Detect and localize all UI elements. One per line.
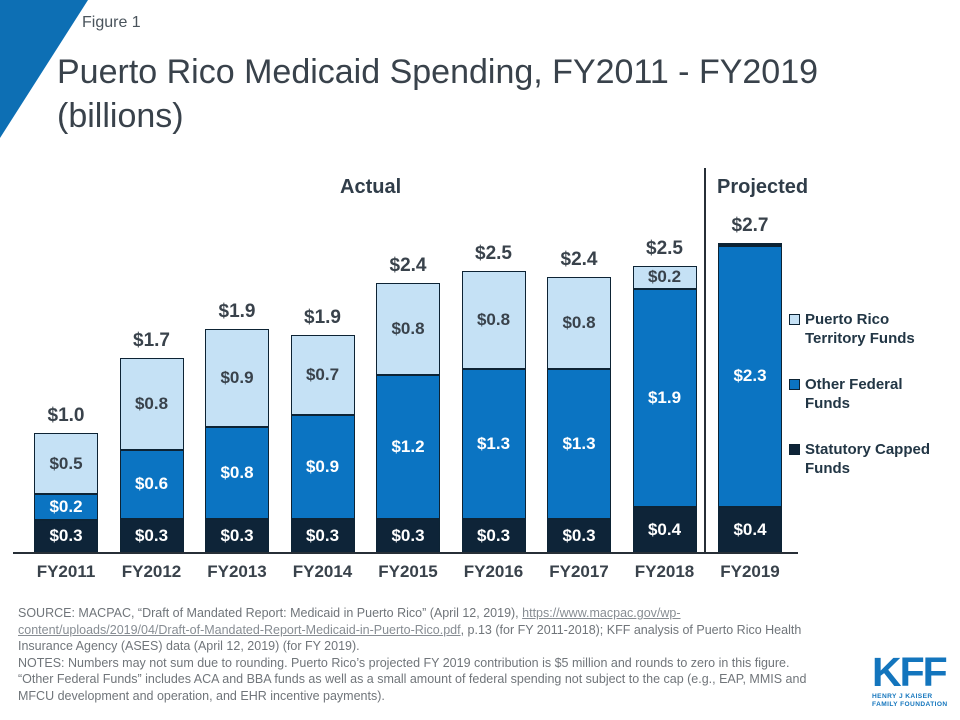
segment-capped-fy2016: $0.3 bbox=[462, 519, 526, 554]
segment-other-fy2013: $0.8 bbox=[205, 427, 269, 519]
segment-capped-fy2017: $0.3 bbox=[547, 519, 611, 554]
segment-territory-fy2018: $0.2 bbox=[633, 266, 697, 289]
segment-capped-fy2011: $0.3 bbox=[34, 520, 98, 553]
legend-label-other: Other Federal Funds bbox=[805, 376, 903, 412]
legend-label-capped: Statutory Capped Funds bbox=[805, 441, 931, 477]
source-link[interactable]: https://www.macpac.gov/wp- bbox=[522, 606, 681, 620]
bar-fy2017 bbox=[547, 277, 611, 553]
segment-other-fy2019: $2.3 bbox=[718, 243, 782, 508]
total-label-fy2013: $1.9 bbox=[218, 300, 256, 322]
total-label-fy2014: $1.9 bbox=[304, 306, 341, 328]
total-label-fy2018: $2.5 bbox=[646, 237, 683, 259]
x-axis-label-fy2013: FY2013 bbox=[207, 562, 267, 581]
total-label-fy2017: $2.4 bbox=[560, 249, 598, 270]
figure-label: Figure 1 bbox=[82, 14, 141, 31]
bar-fy2014 bbox=[291, 335, 355, 554]
segment-capped-fy2014: $0.3 bbox=[291, 519, 355, 554]
kff-logo-subtext bbox=[872, 693, 948, 709]
x-axis-label-fy2019: FY2019 bbox=[720, 562, 780, 581]
footer-text: , p.13 (for FY 2011-2018); KFF analysis of Puerto Rico Health bbox=[460, 622, 802, 637]
kff-logo-letters: KFF bbox=[872, 649, 946, 695]
legend-swatch-capped bbox=[789, 444, 800, 455]
segment-territory-fy2013: $0.9 bbox=[205, 329, 269, 427]
segment-other-fy2012: $0.6 bbox=[120, 450, 184, 519]
footer-text: NOTES: Numbers may not sum due to rounding. Puerto Rico’s projected FY 2019 contribution is $5 million and rounds to zero in this figure. bbox=[18, 655, 790, 670]
x-axis-label-fy2015: FY2015 bbox=[378, 562, 438, 581]
bar-fy2019 bbox=[718, 243, 782, 554]
legend-swatch-other bbox=[789, 379, 800, 390]
legend-item-other bbox=[789, 375, 930, 413]
kff-logo-subtext-line1: HENRY J KAISER bbox=[872, 693, 933, 700]
page-title bbox=[57, 50, 818, 138]
segment-other-fy2016: $1.3 bbox=[462, 369, 526, 519]
segment-territory-fy2012: $0.8 bbox=[120, 358, 184, 450]
kff-logo bbox=[872, 649, 948, 709]
segment-territory-fy2015: $0.8 bbox=[376, 283, 440, 375]
legend-item-capped bbox=[789, 440, 930, 478]
footer-line-5 bbox=[18, 671, 868, 688]
x-axis-label-fy2016: FY2016 bbox=[463, 562, 524, 581]
bar-fy2016 bbox=[462, 271, 526, 553]
total-label-fy2011: $1.0 bbox=[47, 405, 85, 427]
x-axis-label-fy2017: FY2017 bbox=[549, 562, 609, 581]
x-axis-line bbox=[13, 552, 798, 554]
legend-label-territory: Puerto Rico Territory Funds bbox=[805, 311, 915, 347]
total-label-fy2012: $1.7 bbox=[133, 329, 170, 351]
segment-territory-fy2011: $0.5 bbox=[34, 433, 98, 494]
section-label-projected: Projected bbox=[717, 176, 809, 198]
segment-other-fy2014: $0.9 bbox=[291, 415, 355, 519]
segment-other-fy2018: $1.9 bbox=[633, 289, 697, 508]
footer-line-2 bbox=[18, 622, 868, 639]
footer-text: SOURCE: MACPAC, “Draft of Mandated Report: Medicaid in Puerto Rico” (April 12, 2019), bbox=[18, 606, 523, 620]
source-notes bbox=[18, 605, 868, 705]
total-label-fy2015: $2.4 bbox=[389, 254, 427, 276]
x-axis-label-fy2018: FY2018 bbox=[634, 562, 695, 581]
source-link[interactable]: content/uploads/2019/04/Draft-of-Mandated-Report-Medicaid-in-Puerto-Rico.pdf bbox=[18, 622, 461, 637]
segment-capped-fy2018: $0.4 bbox=[633, 507, 697, 553]
footer-line-1 bbox=[18, 605, 868, 622]
segment-territory-fy2014: $0.7 bbox=[291, 335, 355, 416]
segment-capped-fy2015: $0.3 bbox=[376, 519, 440, 554]
footer-text: “Other Federal Funds” includes ACA and BBA funds as well as a small amount of federal spending not subject to the cap (e.g., EAP, MMIS and bbox=[18, 672, 807, 687]
chart-legend bbox=[789, 310, 930, 505]
segment-other-fy2011: $0.2 bbox=[34, 494, 98, 519]
bar-fy2012 bbox=[120, 358, 184, 554]
section-label-actual: Actual bbox=[340, 176, 402, 198]
x-axis-label-fy2012: FY2012 bbox=[121, 562, 182, 581]
footer-line-4 bbox=[18, 655, 868, 672]
total-label-fy2019: $2.7 bbox=[731, 214, 769, 236]
page-title-line2: (billions) bbox=[57, 97, 184, 135]
legend-swatch-territory bbox=[789, 314, 800, 325]
footer-text: MFCU development and operation, and EHR incentive payments). bbox=[18, 688, 385, 703]
total-label-fy2016: $2.5 bbox=[475, 243, 512, 265]
page-title-line1: Puerto Rico Medicaid Spending, FY2011 - FY2019 bbox=[57, 53, 819, 91]
segment-other-fy2015: $1.2 bbox=[376, 375, 440, 519]
segment-capped-fy2012: $0.3 bbox=[120, 519, 184, 554]
bar-fy2018 bbox=[633, 266, 697, 554]
footer-text: Insurance Agency (ASES) data (April 12, 2019) (for FY 2019). bbox=[18, 639, 360, 654]
bar-fy2015 bbox=[376, 283, 440, 553]
bar-fy2011 bbox=[34, 433, 98, 553]
segment-territory-fy2017: $0.8 bbox=[547, 277, 611, 369]
segment-territory-fy2016: $0.8 bbox=[462, 271, 526, 369]
segment-capped-fy2013: $0.3 bbox=[205, 519, 269, 554]
segment-other-fy2017: $1.3 bbox=[547, 369, 611, 519]
footer-line-3 bbox=[18, 638, 868, 655]
segment-capped-fy2019: $0.4 bbox=[718, 507, 782, 553]
bar-fy2013 bbox=[205, 329, 269, 553]
footer-line-6 bbox=[18, 688, 868, 705]
x-axis-label-fy2011: FY2011 bbox=[36, 562, 96, 581]
x-axis-label-fy2014: FY2014 bbox=[292, 562, 353, 581]
legend-item-territory bbox=[789, 310, 930, 348]
kff-logo-subtext-line2: FAMILY FOUNDATION bbox=[872, 701, 948, 708]
